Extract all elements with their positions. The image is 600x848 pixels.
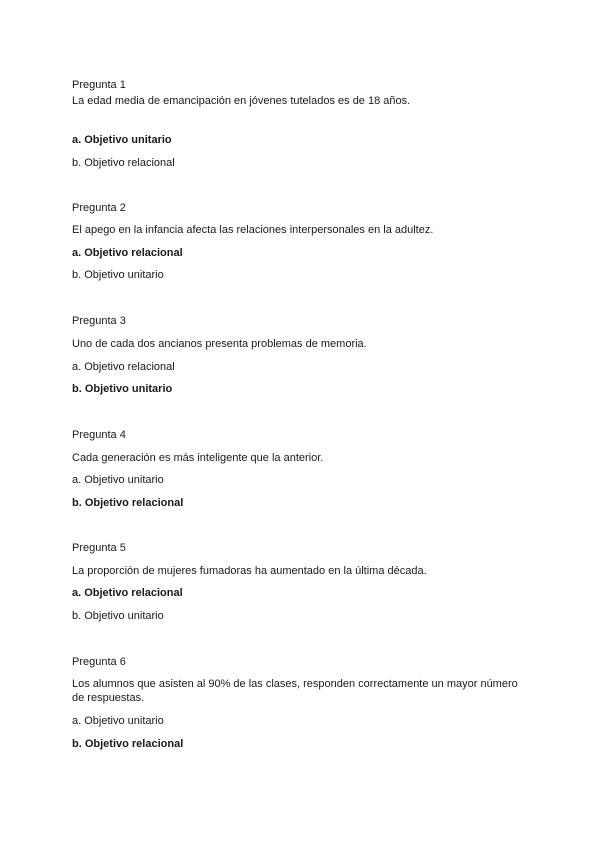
answer-option-a: a. Objetivo unitario <box>72 134 172 146</box>
answer-option-b: b. Objetivo unitario <box>72 383 173 395</box>
answer-option-b: b. Objetivo unitario <box>72 610 164 622</box>
question-statement: La edad media de emancipación en jóvenes tutelados es de 18 años. <box>72 95 411 107</box>
answer-option-a: a. Objetivo relacional <box>72 247 183 259</box>
answer-option-a: a. Objetivo relacional <box>72 361 175 373</box>
question-statement: Uno de cada dos ancianos presenta problemas de memoria. <box>72 338 367 350</box>
question-title: Pregunta 6 <box>72 656 126 668</box>
question-statement: Cada generación es más inteligente que la anterior. <box>72 452 324 464</box>
question-title: Pregunta 3 <box>72 315 126 327</box>
question-title: Pregunta 2 <box>72 202 126 214</box>
question-statement: Los alumnos que asisten al 90% de las clases, responden correctamente un mayor número de respuestas. <box>72 678 518 704</box>
question-title: Pregunta 1 <box>72 79 126 91</box>
answer-option-a: a. Objetivo unitario <box>72 715 164 727</box>
answer-option-a: a. Objetivo relacional <box>72 587 183 599</box>
answer-option-b: b. Objetivo relacional <box>72 497 184 509</box>
answer-option-a: a. Objetivo unitario <box>72 474 164 486</box>
answer-option-b: b. Objetivo relacional <box>72 738 184 750</box>
question-title: Pregunta 4 <box>72 429 126 441</box>
question-title: Pregunta 5 <box>72 542 126 554</box>
question-statement: La proporción de mujeres fumadoras ha aumentado en la última década. <box>72 565 427 577</box>
answer-option-b: b. Objetivo relacional <box>72 157 175 169</box>
question-statement: El apego en la infancia afecta las relaciones interpersonales en la adultez. <box>72 224 434 236</box>
answer-option-b: b. Objetivo unitario <box>72 269 164 281</box>
